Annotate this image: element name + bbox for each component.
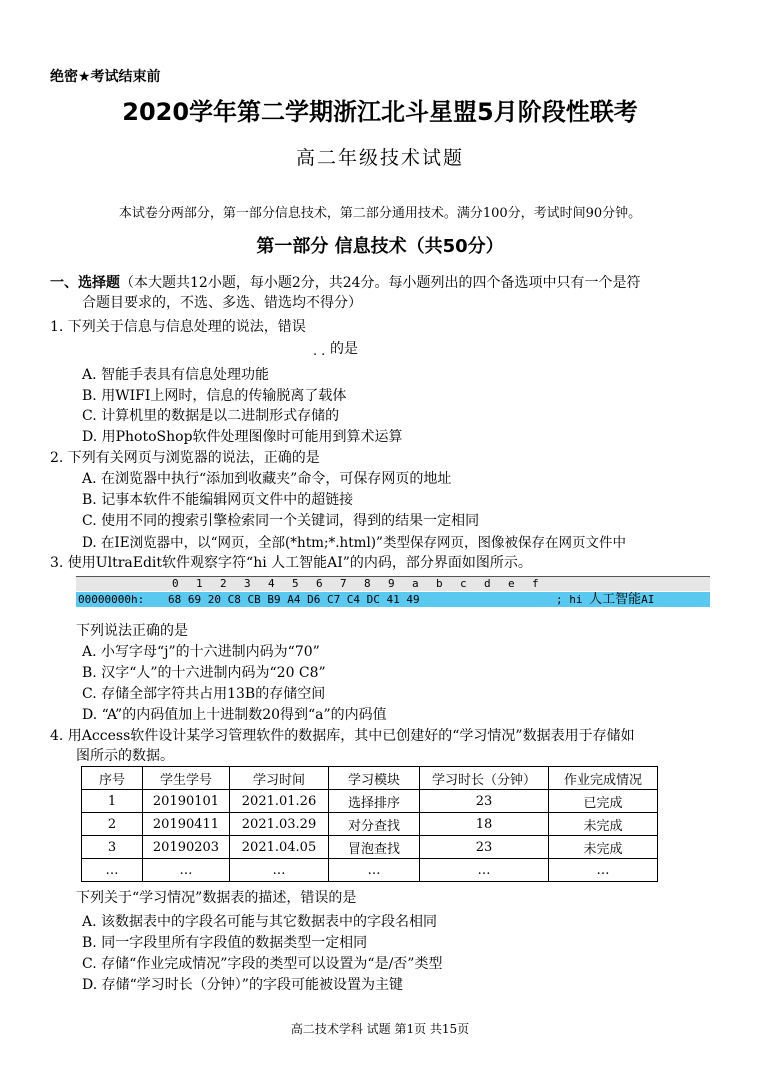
confidential-mark: 绝密★考试结束前 [50, 69, 161, 85]
exam-title: 2020学年第二学期浙江北斗星盟5月阶段性联考 [122, 98, 638, 126]
q1-stem-end: 的是 [330, 341, 358, 357]
hex-col: 5 [292, 577, 299, 590]
table-cell: 对分查找 [329, 813, 420, 836]
exam-intro: 本试卷分两部分，第一部分信息技术，第二部分通用技术。满分100分，考试时间90分钟。 [118, 206, 642, 221]
q4-lead: 下列关于“学习情况”数据表的描述，错误的是 [76, 890, 357, 906]
hex-bytes: 68 69 20 C8 CB B9 A4 D6 C7 C4 DC 41 49 [168, 593, 420, 606]
table-cell: 冒泡查找 [329, 836, 420, 859]
table-cell: … [230, 859, 329, 882]
q1-option-a: A. 智能手表具有信息处理功能 [82, 367, 270, 383]
hex-col: 4 [268, 577, 275, 590]
hex-col: 3 [244, 577, 251, 590]
table-cell: 2021.03.29 [230, 813, 329, 836]
hex-col: a [412, 577, 419, 590]
q1-stem: 1. 下列关于信息与信息处理的说法，错误 [50, 319, 306, 335]
page-footer: 高二技术学科 试题 第1页 共15页 [290, 1022, 470, 1036]
q2-option-a: A. 在浏览器中执行“添加到收藏夹”命令，可保存网页的地址 [82, 471, 452, 487]
table-cell: … [420, 859, 549, 882]
hex-col: c [460, 577, 467, 590]
table-cell: … [329, 859, 420, 882]
table-cell: 3 [82, 836, 143, 859]
table-cell: … [82, 859, 143, 882]
hex-text-cn: 人工智能 [589, 592, 642, 607]
q1-option-b: B. 用WIFI上网时，信息的传输脱离了载体 [82, 388, 347, 404]
col-header: 学生学号 [143, 767, 230, 790]
hex-col: e [508, 577, 515, 590]
q2-stem: 2. 下列有关网页与浏览器的说法，正确的是 [50, 450, 320, 466]
table-cell: 2021.01.26 [230, 790, 329, 813]
table-header-row [82, 767, 658, 790]
table-row [82, 813, 658, 836]
hex-address: 00000000h: [78, 593, 145, 606]
col-header: 学习时间 [230, 767, 329, 790]
section-heading [50, 272, 641, 292]
q4-option-a: A. 该数据表中的字段名可能与其它数据表中的字段名相同 [82, 914, 438, 930]
q4-option-c: C. 存储“作业完成情况”字段的类型可以设置为“是/否”类型 [82, 956, 443, 972]
hex-col: 1 [196, 577, 203, 590]
q4-stem-cont: 图所示的数据。 [76, 748, 174, 764]
q4-option-d: D. 存储“学习时长（分钟）”的字段可能被设置为主键 [82, 977, 403, 993]
q3-option-c: C. 存储全部字符共占用13B的存储空间 [82, 686, 326, 702]
hex-col: 0 [172, 577, 179, 590]
table-cell: 已完成 [549, 790, 658, 813]
q2-option-c: C. 使用不同的搜索引擎检索同一个关键词，得到的结果一定相同 [82, 513, 480, 529]
table-cell: 未完成 [549, 813, 658, 836]
table-cell: 1 [82, 790, 143, 813]
col-header: 学习时长（分钟） [420, 767, 549, 790]
table-cell: 未完成 [549, 836, 658, 859]
col-header: 序号 [82, 767, 143, 790]
table-cell: 2 [82, 813, 143, 836]
part-title: 第一部分 信息技术（共50分） [256, 236, 504, 257]
hex-col: f [532, 577, 539, 590]
hex-col: 8 [364, 577, 371, 590]
hex-text-suffix: AI [641, 593, 655, 606]
table-cell: 23 [420, 790, 549, 813]
table-cell: 20190101 [143, 790, 230, 813]
col-header: 作业完成情况 [549, 767, 658, 790]
q4-option-b: B. 同一字段里所有字段值的数据类型一定相同 [82, 935, 368, 951]
q2-option-d: D. 在IE浏览器中，以“网页，全部(*htm;*.html)”类型保存网页，图像被保存在网页文件中 [82, 535, 626, 551]
q4-stem: 4. 用Access软件设计某学习管理软件的数据库，其中已创建好的“学习情况”数据表用于存储如 [50, 728, 635, 744]
q1-option-c: C. 计算机里的数据是以二进制形式存储的 [82, 408, 340, 424]
table-row [82, 790, 658, 813]
hex-text [556, 592, 654, 607]
hex-col: d [484, 577, 491, 590]
section-desc: （本大题共12小题，每小题2分，共24分。每小题列出的四个备选项中只有一个是符 [120, 275, 641, 291]
table-row [82, 836, 658, 859]
hex-col: 2 [220, 577, 227, 590]
table-cell: … [143, 859, 230, 882]
table-row [82, 859, 658, 882]
q3-option-d: D. “A”的内码值加上十进制数20得到“a”的内码值 [82, 707, 387, 723]
hex-data-row [76, 592, 710, 607]
q3-option-b: B. 汉字“人”的十六进制内码为“20 C8” [82, 665, 326, 681]
q1-option-d: D. 用PhotoShop软件处理图像时可能用到算术运算 [82, 429, 403, 445]
hex-viewer [76, 576, 710, 607]
q3-lead: 下列说法正确的是 [76, 623, 188, 639]
hex-column-header [76, 577, 710, 591]
table-cell: 20190203 [143, 836, 230, 859]
col-header: 学习模块 [329, 767, 420, 790]
table-cell: 选择排序 [329, 790, 420, 813]
hex-col: 9 [388, 577, 395, 590]
emphasis-dots: .. [313, 344, 330, 359]
hex-col: 6 [316, 577, 323, 590]
hex-col: b [436, 577, 443, 590]
table-cell: 23 [420, 836, 549, 859]
table-cell: 2021.04.05 [230, 836, 329, 859]
section-label: 一、选择题 [50, 275, 120, 291]
table-cell: 18 [420, 813, 549, 836]
exam-subtitle: 高二年级技术试题 [295, 147, 464, 169]
q2-option-b: B. 记事本软件不能编辑网页文件中的超链接 [82, 492, 354, 508]
q3-option-a: A. 小写字母“j”的十六进制内码为“70” [82, 644, 320, 660]
hex-col: 7 [340, 577, 347, 590]
q3-stem: 3. 使用UltraEdit软件观察字符“hi 人工智能AI”的内码，部分界面如图所示。 [50, 555, 532, 571]
table-cell: … [549, 859, 658, 882]
study-table [81, 766, 658, 882]
section-desc-cont: 合题目要求的，不选、多选、错选均不得分） [82, 295, 362, 311]
table-cell: 20190411 [143, 813, 230, 836]
hex-text-prefix: ; hi [556, 593, 590, 606]
